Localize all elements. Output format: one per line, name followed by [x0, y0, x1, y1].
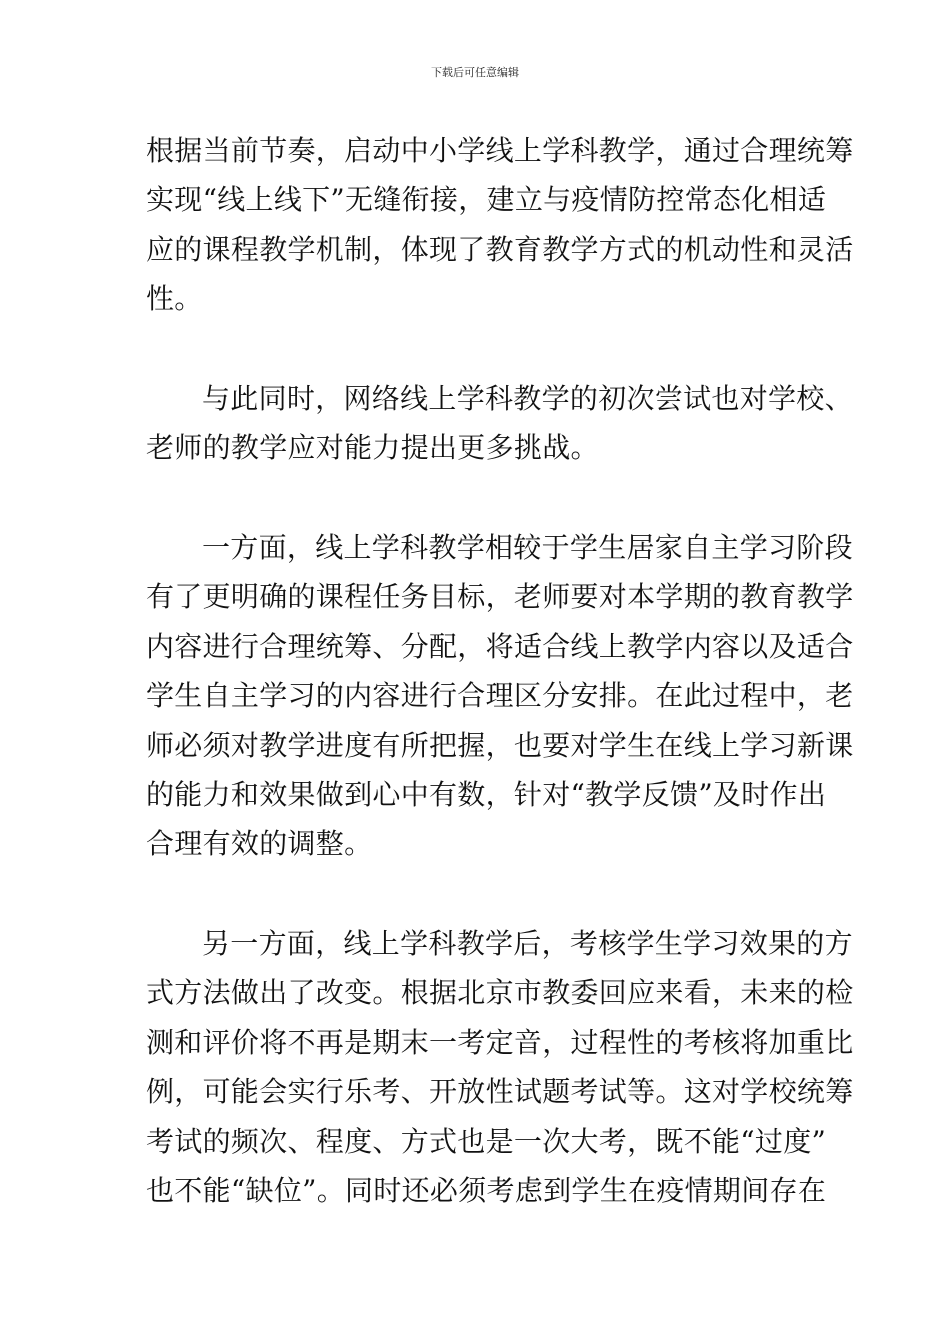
text-line: 性。	[146, 282, 203, 316]
text-line: 内容进行合理统筹、分配，将适合线上教学内容以及适合	[146, 629, 854, 663]
text-line: 一方面，线上学科教学相较于学生居家自主学习阶段	[202, 531, 853, 564]
text-line: 也不能“缺位”。同时还必须考虑到学生在疫情期间存在	[146, 1174, 827, 1208]
text-line: 测和评价将不再是期末一考定音，过程性的考核将加重比	[146, 1025, 854, 1059]
paragraph-1	[146, 126, 854, 324]
text-line: 考试的频次、程度、方式也是一次大考，既不能“过度”	[146, 1124, 827, 1158]
text-line: 例，可能会实行乐考、开放性试题考试等。这对学校统筹	[146, 1075, 854, 1109]
paragraph-3	[146, 523, 854, 869]
page-header: 下载后可任意编辑	[431, 66, 519, 79]
text-line: 与此同时，网络线上学科教学的初次尝试也对学校、	[202, 382, 853, 415]
text-line: 师必须对教学进度有所把握，也要对学生在线上学习新课	[146, 728, 854, 762]
paragraph-2	[146, 374, 853, 473]
text-line: 另一方面，线上学科教学后，考核学生学习效果的方	[202, 927, 853, 960]
text-line: 老师的教学应对能力提出更多挑战。	[146, 431, 599, 465]
text-line: 应的课程教学机制，体现了教育教学方式的机动性和灵活	[146, 232, 854, 266]
text-line: 有了更明确的课程任务目标，老师要对本学期的教育教学	[146, 580, 854, 614]
paragraph-4	[146, 919, 854, 1215]
text-line: 式方法做出了改变。根据北京市教委回应来看，未来的检	[146, 976, 854, 1010]
text-line: 实现“线上线下”无缝衔接，建立与疫情防控常态化相适	[146, 183, 827, 217]
text-line: 学生自主学习的内容进行合理区分安排。在此过程中，老	[146, 679, 854, 713]
text-line: 合理有效的调整。	[146, 827, 373, 861]
text-line: 根据当前节奏，启动中小学线上学科教学，通过合理统筹	[146, 134, 854, 167]
text-line: 的能力和效果做到心中有数，针对“教学反馈”及时作出	[146, 778, 827, 812]
